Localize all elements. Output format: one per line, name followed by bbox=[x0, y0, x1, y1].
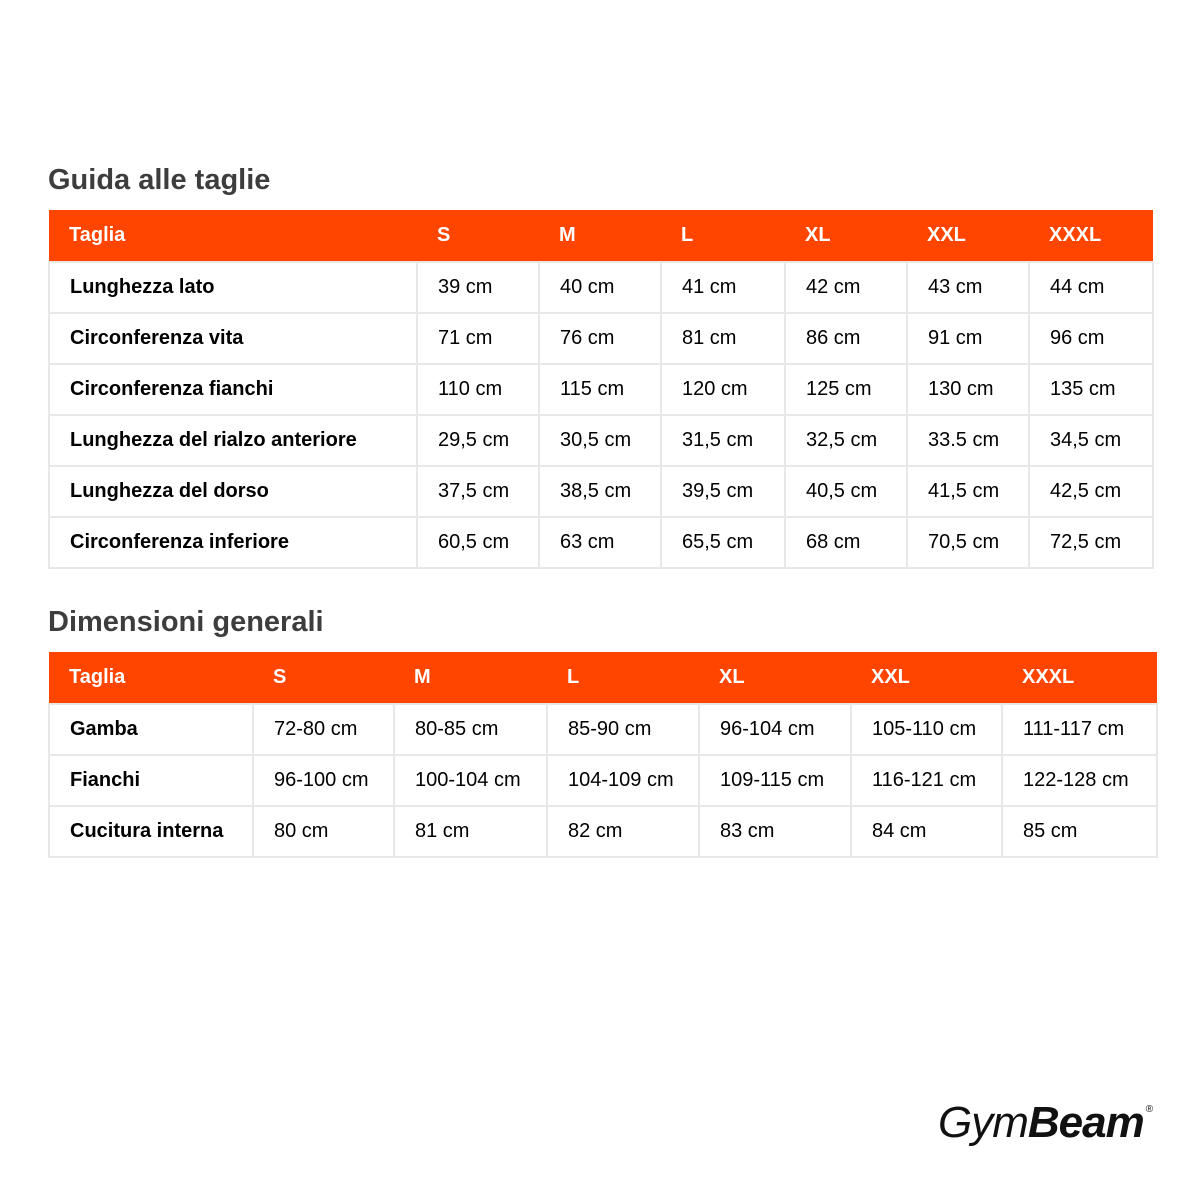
header-cell-m: M bbox=[539, 210, 661, 262]
table-cell: 85-90 cm bbox=[547, 704, 699, 755]
table-header-row bbox=[49, 210, 1153, 262]
table-cell: 91 cm bbox=[907, 313, 1029, 364]
table-cell: 72-80 cm bbox=[253, 704, 394, 755]
table-cell: 29,5 cm bbox=[417, 415, 539, 466]
logo-text-gym: Gym bbox=[938, 1098, 1028, 1147]
table-cell: 41 cm bbox=[661, 262, 785, 313]
row-label: Lunghezza del dorso bbox=[49, 466, 417, 517]
table-row bbox=[49, 364, 1153, 415]
header-cell-xxl: XXL bbox=[851, 652, 1002, 704]
table-cell: 37,5 cm bbox=[417, 466, 539, 517]
table-cell: 71 cm bbox=[417, 313, 539, 364]
table-cell: 96 cm bbox=[1029, 313, 1153, 364]
table-cell: 41,5 cm bbox=[907, 466, 1029, 517]
gymbeam-logo bbox=[938, 1098, 1154, 1147]
row-label: Lunghezza lato bbox=[49, 262, 417, 313]
header-cell-xl: XL bbox=[785, 210, 907, 262]
table-cell: 80 cm bbox=[253, 806, 394, 857]
table-cell: 122-128 cm bbox=[1002, 755, 1157, 806]
table-cell: 42,5 cm bbox=[1029, 466, 1153, 517]
table-cell: 125 cm bbox=[785, 364, 907, 415]
table-cell: 76 cm bbox=[539, 313, 661, 364]
table-cell: 70,5 cm bbox=[907, 517, 1029, 568]
table-cell: 135 cm bbox=[1029, 364, 1153, 415]
table-cell: 130 cm bbox=[907, 364, 1029, 415]
table-row bbox=[49, 517, 1153, 568]
registered-mark: ® bbox=[1145, 1104, 1154, 1115]
header-cell-size-label: Taglia bbox=[49, 652, 253, 704]
header-cell-l: L bbox=[547, 652, 699, 704]
table-cell: 86 cm bbox=[785, 313, 907, 364]
table-cell: 96-104 cm bbox=[699, 704, 851, 755]
table-row bbox=[49, 262, 1153, 313]
table-cell: 116-121 cm bbox=[851, 755, 1002, 806]
row-label: Gamba bbox=[49, 704, 253, 755]
row-label: Cucitura interna bbox=[49, 806, 253, 857]
general-dimensions-table bbox=[48, 652, 1158, 858]
header-cell-s: S bbox=[253, 652, 394, 704]
table-cell: 65,5 cm bbox=[661, 517, 785, 568]
table-cell: 33.5 cm bbox=[907, 415, 1029, 466]
header-cell-l: L bbox=[661, 210, 785, 262]
row-label: Circonferenza vita bbox=[49, 313, 417, 364]
header-cell-s: S bbox=[417, 210, 539, 262]
table-cell: 80-85 cm bbox=[394, 704, 547, 755]
size-guide-title: Guida alle taglie bbox=[48, 164, 271, 196]
table-cell: 31,5 cm bbox=[661, 415, 785, 466]
header-cell-m: M bbox=[394, 652, 547, 704]
table-cell: 85 cm bbox=[1002, 806, 1157, 857]
table-cell: 84 cm bbox=[851, 806, 1002, 857]
row-label: Circonferenza fianchi bbox=[49, 364, 417, 415]
table-cell: 120 cm bbox=[661, 364, 785, 415]
table-header-row bbox=[49, 652, 1157, 704]
table-cell: 40,5 cm bbox=[785, 466, 907, 517]
table-cell: 68 cm bbox=[785, 517, 907, 568]
table-cell: 111-117 cm bbox=[1002, 704, 1157, 755]
table-cell: 43 cm bbox=[907, 262, 1029, 313]
row-label: Fianchi bbox=[49, 755, 253, 806]
table-cell: 44 cm bbox=[1029, 262, 1153, 313]
table-row bbox=[49, 415, 1153, 466]
table-cell: 105-110 cm bbox=[851, 704, 1002, 755]
logo-text-beam: Beam bbox=[1027, 1098, 1144, 1147]
table-cell: 38,5 cm bbox=[539, 466, 661, 517]
header-cell-xl: XL bbox=[699, 652, 851, 704]
header-cell-xxl: XXL bbox=[907, 210, 1029, 262]
table-row bbox=[49, 466, 1153, 517]
table-row bbox=[49, 806, 1157, 857]
table-cell: 34,5 cm bbox=[1029, 415, 1153, 466]
table-cell: 30,5 cm bbox=[539, 415, 661, 466]
row-label: Lunghezza del rialzo anteriore bbox=[49, 415, 417, 466]
table-cell: 60,5 cm bbox=[417, 517, 539, 568]
table-cell: 110 cm bbox=[417, 364, 539, 415]
table-cell: 96-100 cm bbox=[253, 755, 394, 806]
table-cell: 72,5 cm bbox=[1029, 517, 1153, 568]
table-cell: 81 cm bbox=[661, 313, 785, 364]
table-row bbox=[49, 313, 1153, 364]
table-cell: 63 cm bbox=[539, 517, 661, 568]
table-cell: 42 cm bbox=[785, 262, 907, 313]
row-label: Circonferenza inferiore bbox=[49, 517, 417, 568]
table-cell: 81 cm bbox=[394, 806, 547, 857]
table-cell: 104-109 cm bbox=[547, 755, 699, 806]
table-row bbox=[49, 755, 1157, 806]
table-cell: 32,5 cm bbox=[785, 415, 907, 466]
table-cell: 39 cm bbox=[417, 262, 539, 313]
table-cell: 82 cm bbox=[547, 806, 699, 857]
header-cell-xxxl: XXXL bbox=[1029, 210, 1153, 262]
table-row bbox=[49, 704, 1157, 755]
general-dimensions-title: Dimensioni generali bbox=[48, 606, 324, 638]
table-cell: 100-104 cm bbox=[394, 755, 547, 806]
table-cell: 115 cm bbox=[539, 364, 661, 415]
table-cell: 39,5 cm bbox=[661, 466, 785, 517]
table-cell: 109-115 cm bbox=[699, 755, 851, 806]
table-cell: 83 cm bbox=[699, 806, 851, 857]
size-guide-table bbox=[48, 210, 1154, 569]
table-cell: 40 cm bbox=[539, 262, 661, 313]
header-cell-size-label: Taglia bbox=[49, 210, 417, 262]
header-cell-xxxl: XXXL bbox=[1002, 652, 1157, 704]
